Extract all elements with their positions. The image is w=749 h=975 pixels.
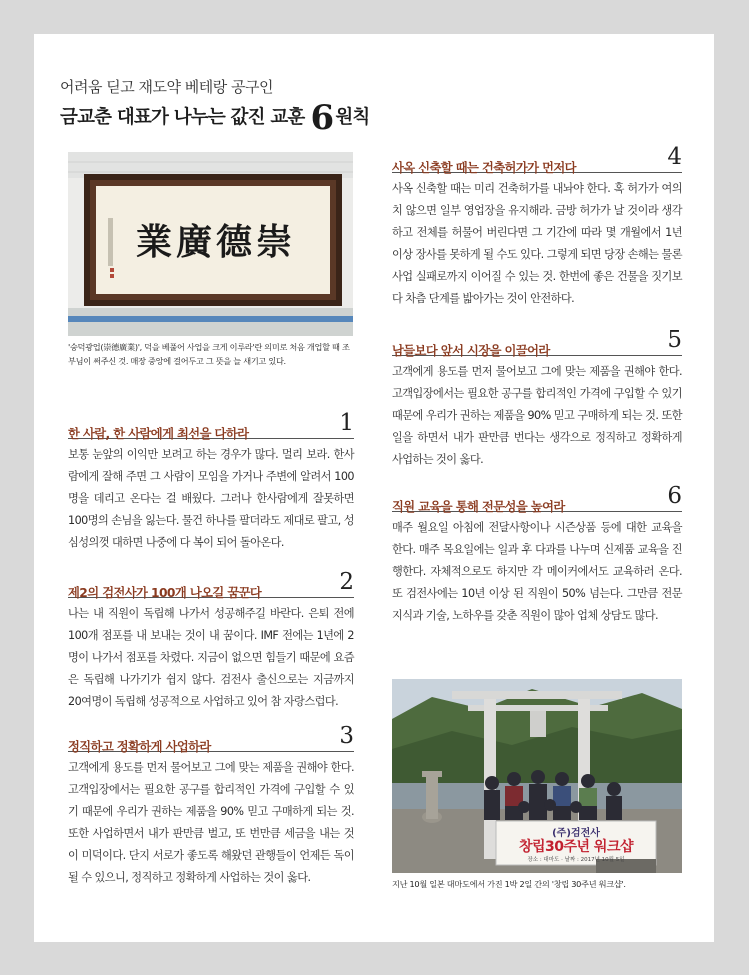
- section-3: [68, 723, 354, 889]
- banner-title: 창립30주년 워크샵: [518, 839, 634, 855]
- section-2-number: 2: [339, 569, 354, 595]
- section-4-body: 사옥 신축할 때는 미리 건축허가를 내놔야 한다. 혹 허가가 여의치 않으면 일부 영업장을 유지해라. 금방 허가가 날 것이라 생각하고 전체를 허물어 버린다면 그 기간에 따라 몇 개월에서 1년 이상 장사를 못하게 될 수도 있다. 그렇게 되면 당장 손해는 물론 사업 실패로까지 이어질 수 있는 것. 한번에 좋은 건물을 짓기보다 차츰 단계를 밟아가는 것이 안전하다.: [392, 182, 682, 305]
- article-title-suffix: 원칙: [335, 107, 370, 128]
- calligraphy-photo: [68, 152, 353, 336]
- section-1-number: 1: [339, 410, 354, 436]
- section-6-number: 6: [667, 483, 682, 509]
- section-2-heading: 제2의 검전사가 100개 나오길 꿈꾼다: [68, 586, 262, 600]
- banner-company: (주)검전사: [552, 828, 600, 839]
- section-4-heading: 사옥 신축할 때는 건축허가가 먼저다: [392, 161, 576, 175]
- article-title-main: 금교춘 대표가 나누는 값진 교훈: [60, 107, 305, 128]
- section-3-number: 3: [339, 723, 354, 749]
- section-1-heading: 한 사람, 한 사람에게 최선을 다하라: [68, 427, 249, 441]
- calligraphy-caption: '숭덕광업(崇德廣業)', 덕을 베풀어 사업을 크게 이루라'란 의미로 처음 개업할 때 조부님이 써주신 것. 매장 중앙에 걸어두고 그 뜻을 늘 새기고 있다.: [68, 342, 350, 366]
- banner-subtitle: 장소 : 대마도 · 날짜 : 2017년 10월 5일: [527, 857, 625, 863]
- section-4: [392, 144, 682, 310]
- section-5-heading: 남들보다 앞서 시장을 이끌어라: [392, 344, 550, 358]
- section-4-number: 4: [667, 144, 682, 170]
- workshop-caption: 지난 10월 일본 대마도에서 가진 1박 2일 간의 '창립 30주년 워크샵'.: [392, 879, 626, 889]
- section-1: [68, 410, 354, 554]
- section-1-body: 보통 눈앞의 이익만 보려고 하는 경우가 많다. 멀리 보라. 한사람에게 잘해 주면 그 사람이 모임을 가거나 주변에 알려서 100명을 데리고 온다는 걸 배웠다. 그러나 한사람에게 잘못하면 100명의 손님을 잃는다. 물건 하나를 팔더라도 제대로 팔고, 성심성의껏 대하면 나중에 다 복이 되어 돌아온다.: [68, 448, 354, 549]
- section-6: [392, 483, 682, 627]
- section-2-body: 나는 내 직원이 독립해 나가서 성공해주길 바란다. 은퇴 전에 100개 점포를 내 보내는 것이 내 꿈이다. IMF 전에는 1년에 2명이 나가서 점포를 차렸다. 지금이 없으면 힘들기 때문에 요즘은 독립해 나가기가 쉽지 않다. 검전사 출신으로는 지금까지 20여명이 독립해 성공적으로 사업하고 있어 참 자랑스럽다.: [68, 607, 354, 708]
- section-2: [68, 569, 354, 713]
- section-6-heading: 직원 교육을 통해 전문성을 높여라: [392, 500, 565, 514]
- article-subtitle: 어려움 딛고 재도약 베테랑 공구인: [60, 78, 273, 96]
- article-page: [34, 34, 714, 942]
- workshop-photo: [392, 679, 682, 873]
- section-3-heading: 정직하고 정확하게 사업하라: [68, 740, 211, 754]
- article-title: [60, 98, 370, 138]
- section-3-body: 고객에게 용도를 먼저 물어보고 그에 맞는 제품을 권해야 한다. 고객입장에서는 필요한 공구를 합리적인 가격에 구입할 수 있기 때문에 우리가 권하는 제품을 90% 믿고 구매하게 되는 것. 또한 사업하면서 내가 판만큼 벌고, 또 번만큼 세금을 내는 것이 미덕이다. 단지 서로가 좋도록 해왔던 관행들이 언제든 독이 될 수 있으니, 정직하고 정확하게 사업하는 것이 옳다.: [68, 761, 354, 884]
- article-title-number: 6: [310, 98, 334, 138]
- section-6-body: 매주 월요일 아침에 전달사항이나 시즌상품 등에 대한 교육을 한다. 매주 목요일에는 일과 후 다과를 나누며 신제품 교육을 진행한다. 자체적으로도 하지만 각 메이커에서도 교육하러 온다. 또 검전사에는 10년 이상 된 직원이 50% 넘는다. 그만큼 전문지식과 기술, 노하우를 갖춘 직원이 많아 업체 상담도 많다.: [392, 521, 682, 622]
- section-5-body: 고객에게 용도를 먼저 물어보고 그에 맞는 제품을 권해야 한다. 고객입장에서는 필요한 공구를 합리적인 가격에 구입할 수 있기 때문에 우리가 권하는 제품을 90% 믿고 구매하게 되는 것. 또한 일을 하면서 내가 판만큼 번다는 생각으로 정직하고 정확하게 사업하는 것이 옳다.: [392, 365, 682, 466]
- section-5-number: 5: [667, 327, 682, 353]
- calligraphy-text: 崇德廣業: [135, 221, 296, 263]
- section-5: [392, 327, 682, 471]
